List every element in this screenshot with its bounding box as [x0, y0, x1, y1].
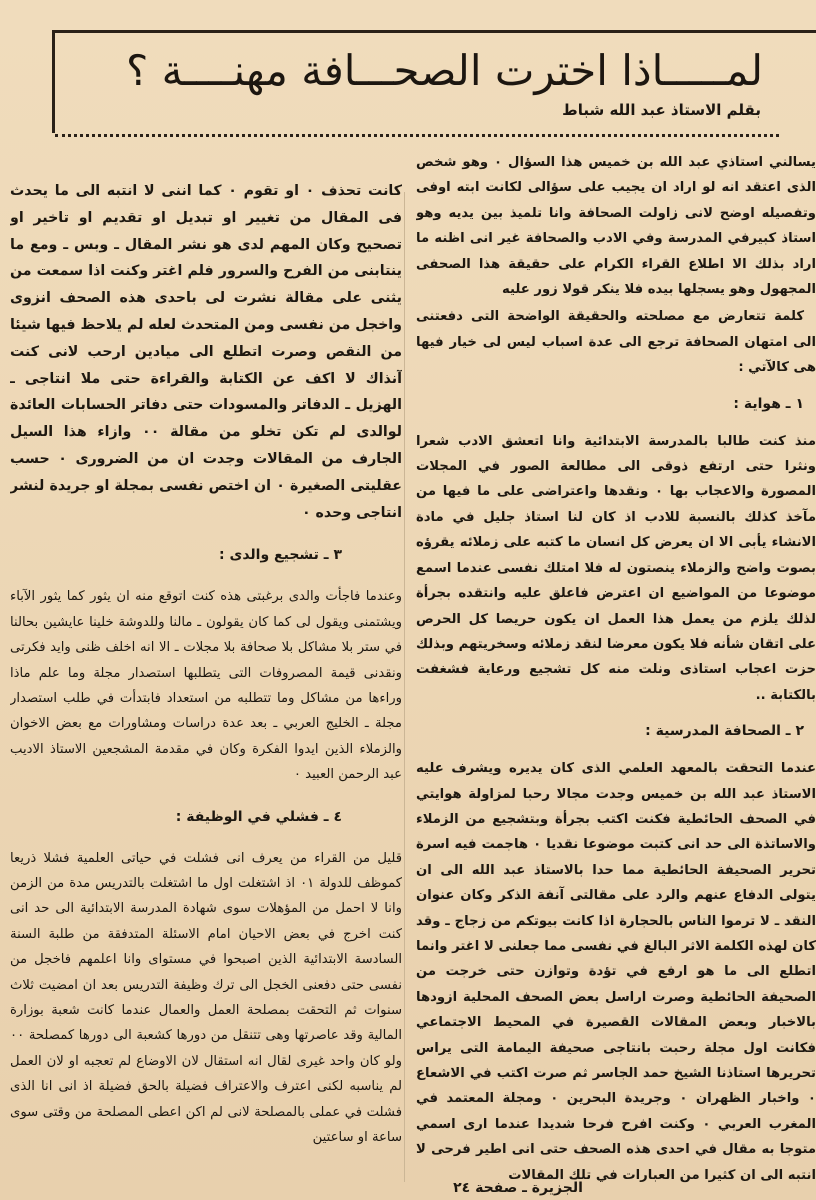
title-frame: [52, 30, 816, 133]
paragraph: كلمة تتعارض مع مصلحته والحقيقة الواضحة التى دفعتنى الى امتهان الصحافة ترجع الى عدة اسباب ليس لى خيار فيها هى كالآتي :: [416, 309, 816, 376]
left-column: [10, 178, 402, 1180]
section-heading: ٢ ـ الصحافة المدرسية :: [645, 723, 804, 740]
paragraph: منذ كنت طالبا بالمدرسة الابتدائية وانا اتعشق الادب شعرا ونثرا حتى ارتفع ذوقى الى مطالعة الصور في المجلات المصورة والاعجاب بها ٠ ونقدها واعتراضى على ما فيها من مآخذ كذلك بالنسبة للادب اذ كان لنا استاذ جليل في مادة الانشاء يأبى الا ان يعرض كل انسان ما كتبه على زملائه يقرؤه بصوت واضح والزملاء ينصتون له فلا امتلك نفسى عندما اسمع موضوعا من المواضيع ان اعترض فاعلق عليه وانتقده بجرأة لذلك يلزم من يعمل هذا العمل ان يكون حريصا كل الحرص على اتقان شأنه فلا يكون معرضا لنقد زملائه وسخريتهم وبذلك حزت اعجاب استاذى ونلت منه كل تشجيع ورعاية فشغفت بالكتابة ..: [416, 433, 816, 703]
footer-label: الجزيرة ـ صفحة ٢٤: [453, 1180, 583, 1196]
section-heading: ٣ ـ تشجيع والدى :: [219, 547, 342, 564]
column-divider: [404, 192, 405, 1182]
paragraph: كانت تحذف ٠ او تقوم ٠ كما اننى لا انتبه الى ما يحدث فى المقال من تغيير او تبديل او تقديم او تاخير او تصحيح وكان المهم لدى هو نشر المقال ـ وبس ـ ومع ما ينتابنى من الفرح والسرور فلم اغتر وكنت اذا سمعت من يثنى على مقالة نشرت لى باحدى هذه الصحف انزوى واخجل من نفسى ومن المتحدث لعله لم يلاحظ فيها شيئا من النقص وصرت اتطلع الى ميادين ارحب لانى كنت آنذاك لا اكف عن الكتابة والقراءة حتى ملا انتاجى ـ الهزيل ـ الدفاتر والمسودات حتى دفاتر الحسابات العائدة لوالدى لم تكن تخلو من مقالة ٠٠ وازاء هذا السيل الجارف من المقالات وجدت ان من الضرورى ٠ حسب عقليتى الصغيرة ٠ ان اختص نفسى بمجلة او جريدة لنشر انتاجى وحده ٠: [10, 183, 402, 521]
page-footer: [10, 1180, 806, 1196]
paragraph: عندما التحقت بالمعهد العلمي الذى كان يديره ويشرف عليه الاستاذ عبد الله بن خميس وجدت مجالا رحبا لمزاولة هوايتي في الصحف الحائطية فكنت اكتب بجرأة وبتشجيع من الزملاء والاساتذة الى حد انى كتبت موضوعا نقديا ٠ هاجمت فيه اسرة تحرير الصحيفة الحائطية مما حدا بالاستاذ عبد الله الى ان يتولى الدفاع عنهم والرد على مقالتى آنفة الذكر وكان عنوان النقد ـ لا ترموا الناس بالحجارة اذا كانت بيوتكم من زجاج ـ وقد كان لهذه الكلمة الاثر البالغ في نفسى مما جعلنى لا اغتر وانما اتطلع الى ما هو ارفع في تؤدة وتوازن حتى خرجت من الصحيفة الحائطية وصرت اراسل بعض الصحف المحلية ازودها بالاخبار وبعض المقالات القصيرة في المحيط الاجتماعي فكانت اول مجلة رحبت بانتاجى صحيفة اليمامة التى يراس تحريرها استاذنا الشيخ حمد الجاسر ثم صرت اكتب في الاشعاع ٠ واخبار الظهران ٠ وجريدة البحرين ٠ ومجلة المعتمد في المغرب العربي ٠ وكنت افرح فرحا شديدا عندما ارى اسمي متوجا به مقال في احدى هذه الصحف حتى انى اطير فرحى لا انتبه الى ان كثيرا من العبارات في تلك المقالات: [416, 761, 816, 1183]
title-dotted-rule: [55, 134, 779, 137]
right-column: [416, 150, 816, 1190]
paragraph: وعندما فاجأت والدى برغبتى هذه كنت اتوقع منه ان يثور كما يثور الآباء ويشتمنى ويقول لى كما كان يقولون ـ مالنا وللدوشة خلينا عايشين بحالنا في ستر بلا مشاكل بلا صحافة بلا مجلات ـ الا انه اخلف ظنى وايد فكرتى ونقدنى قيمة المصروفات التى يتطلبها استصدار مجلة وما علم ماذا وراءها من مشاكل وما تتطلبه من استعداد فابتدأت في طلب استصدار مجلة ـ الخليج العربي ـ بعد عدة دراسات ومشاورات مع بعض الاخوان والزملاء الذين ايدوا الفكرة وكان في مقدمة المشجعين الاستاذ الاديب عبد الرحمن العبيد ٠: [10, 589, 402, 783]
paragraph: يسالني استاذي عبد الله بن خميس هذا السؤال ٠ وهو شخص الذى اعتقد انه لو اراد ان يجيب على سؤالى لكانت ابته اوفى وتفصيله اوضح لانى زاولت الصحافة وانا تلميذ بين يديه وهو استاذ كبيرفي المدرسة وفي الادب والصحافة غير انى اظنه ما اراد بذلك الا اطلاع القراء الكرام على حقيقة هذا الصحفى المجهول وهو يسجلها بيده فلا ينكر قولا زور عليه: [416, 155, 816, 298]
article-title: لمـــــاذا اخترت الصحـــافة مهنــــة ؟: [125, 46, 763, 95]
section-heading: ٤ ـ فشلي في الوظيفة :: [175, 808, 342, 825]
author-byline: بقلم الاستاذ عبد الله شباط: [562, 101, 761, 119]
section-heading: ١ ـ هواية :: [733, 395, 804, 412]
paragraph: قليل من القراء من يعرف انى فشلت في حياتى العلمية فشلا ذريعا كموظف للدولة ٠١ اذ اشتغلت اول ما اشتغلت بالتدريس مدة من الزمن وانا لا احمل من المؤهلات سوى شهادة المدرسة الابتدائية الى حد انى كنت اخرج في بعض الاحيان امام الاسئلة المتدفقة من طلبة السنة السادسة الابتدائية الذين اصبحوا في مستواى وانا اعلمهم فاخجل من نفسى حتى دفعنى الخجل الى ترك وظيفة التدريس بعد ان امضيت ثلاث سنوات ثم التحقت بمصلحة العمل والعمال عندما كانت شعبة بوزارة المالية وقد عاصرتها وهى تتنقل من دورها كشعبة الى دورها كمصلحة ٠٠ ولو كان واحد غيرى لقال انه استقال لان الاوضاع لم تعجبه او لان العمل لم يناسبه لكنى اعترف والاعتراف فضيلة بالحق فضيلة اذ انى انا الذى فشلت في عملى بالمصلحة لانى لم اكن اعطى المصلحة من وقتى سوى ساعة او ساعتين: [10, 850, 402, 1146]
